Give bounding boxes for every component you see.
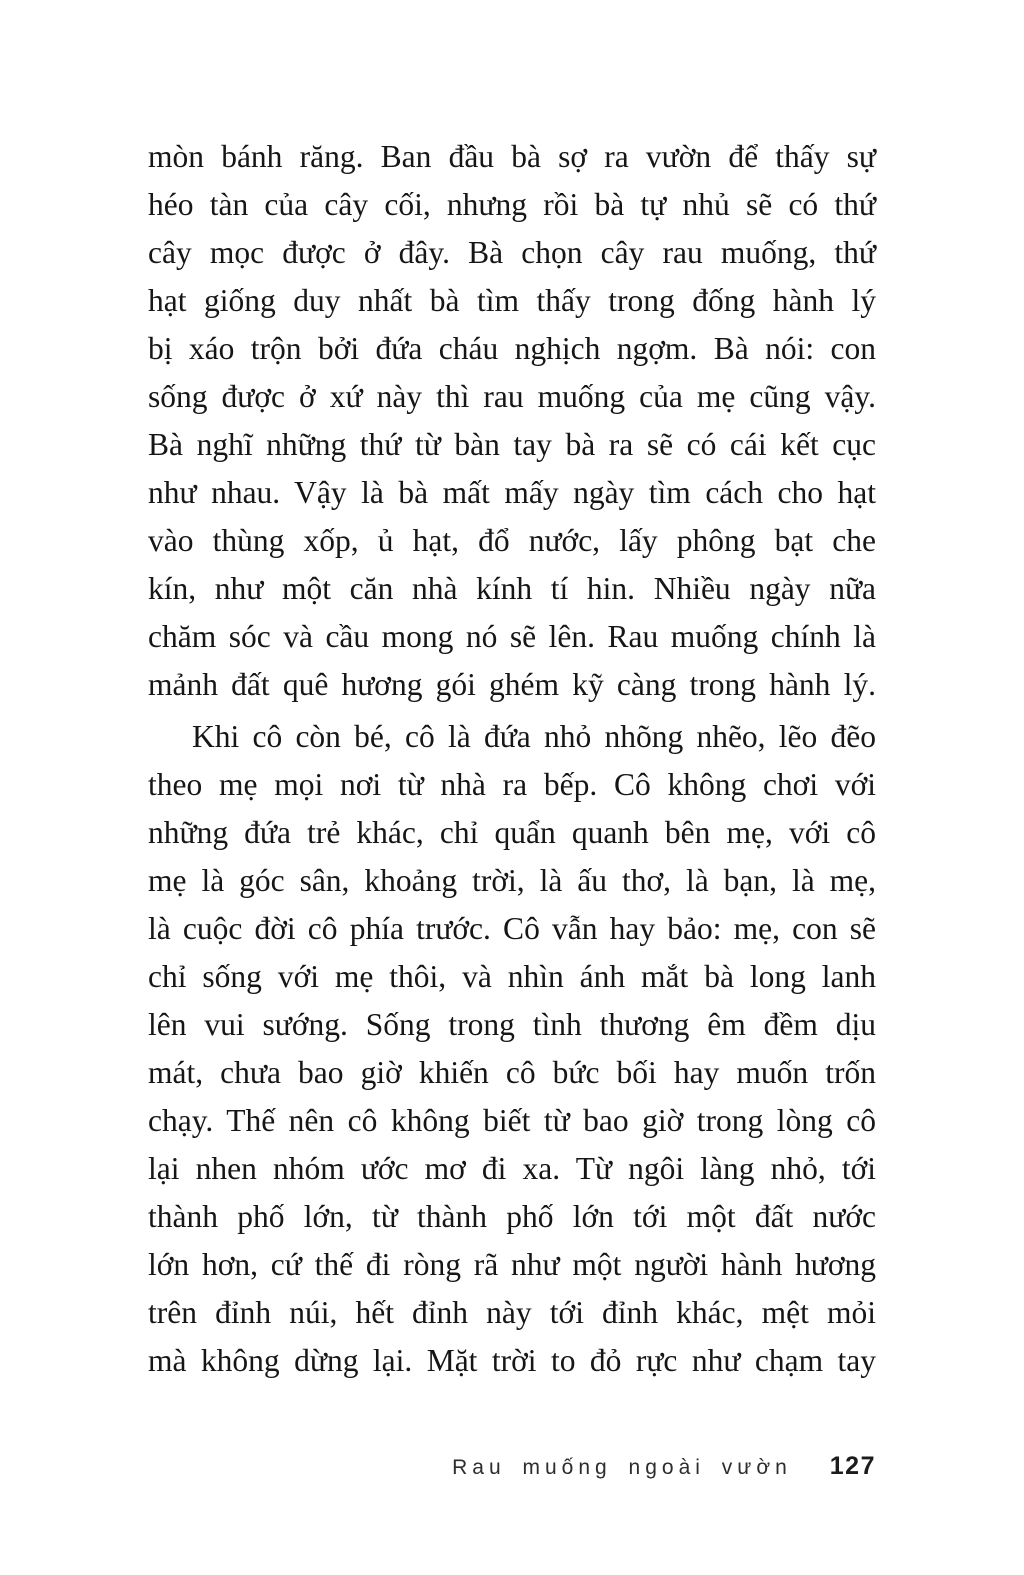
text-line: chạy. Thế nên cô không biết từ bao giờ trong lòng cô [148, 1103, 876, 1138]
page-number: 127 [829, 1452, 876, 1480]
body-text [148, 133, 876, 1385]
text-line: là cuộc đời cô phía trước. Cô vẫn hay bảo: mẹ, con sẽ [148, 911, 876, 946]
text-line: Khi cô còn bé, cô là đứa nhỏ nhõng nhẽo, lẽo đẽo [192, 719, 876, 754]
text-line: theo mẹ mọi nơi từ nhà ra bếp. Cô không chơi với [148, 767, 876, 802]
text-line: sống được ở xứ này thì rau muống của mẹ cũng vậy. [148, 379, 876, 414]
text-line: lên vui sướng. Sống trong tình thương êm đềm dịu [148, 1007, 876, 1042]
text-line: như nhau. Vậy là bà mất mấy ngày tìm cách cho hạt [148, 475, 876, 510]
text-line: mảnh đất quê hương gói ghém kỹ càng trong hành lý. [148, 667, 876, 702]
text-line: chăm sóc và cầu mong nó sẽ lên. Rau muống chính là [148, 619, 876, 654]
text-line: bị xáo trộn bởi đứa cháu nghịch ngợm. Bà nói: con [148, 331, 876, 366]
text-line: hạt giống duy nhất bà tìm thấy trong đống hành lý [148, 283, 876, 318]
text-line: những đứa trẻ khác, chỉ quẩn quanh bên mẹ, với cô [148, 815, 876, 850]
text-line: héo tàn của cây cối, nhưng rồi bà tự nhủ sẽ có thứ [148, 187, 876, 222]
text-line: cây mọc được ở đây. Bà chọn cây rau muống, thứ [148, 235, 876, 270]
page-footer [148, 1452, 876, 1481]
text-line: mà không dừng lại. Mặt trời to đỏ rực như chạm tay [148, 1343, 876, 1378]
text-line: chỉ sống với mẹ thôi, và nhìn ánh mắt bà long lanh [148, 959, 876, 994]
text-line: thành phố lớn, từ thành phố lớn tới một đất nước [148, 1199, 876, 1234]
text-line: mẹ là góc sân, khoảng trời, là ấu thơ, là bạn, là mẹ, [148, 863, 876, 898]
paragraph [148, 133, 876, 709]
paragraph [148, 713, 876, 1385]
text-line: Bà nghĩ những thứ từ bàn tay bà ra sẽ có cái kết cục [148, 427, 876, 462]
text-line: mòn bánh răng. Ban đầu bà sợ ra vườn để thấy sự [148, 139, 876, 174]
text-line: lại nhen nhóm ước mơ đi xa. Từ ngôi làng nhỏ, tới [148, 1151, 876, 1186]
text-line: kín, như một căn nhà kính tí hin. Nhiều ngày nữa [148, 571, 876, 606]
text-line: trên đỉnh núi, hết đỉnh này tới đỉnh khác, mệt mỏi [148, 1295, 876, 1330]
running-title: Rau muống ngoài vườn [452, 1456, 792, 1479]
text-line: vào thùng xốp, ủ hạt, đổ nước, lấy phông bạt che [148, 523, 876, 558]
text-line: lớn hơn, cứ thế đi ròng rã như một người hành hương [148, 1247, 876, 1282]
text-line: mát, chưa bao giờ khiến cô bức bối hay muốn trốn [148, 1055, 876, 1090]
